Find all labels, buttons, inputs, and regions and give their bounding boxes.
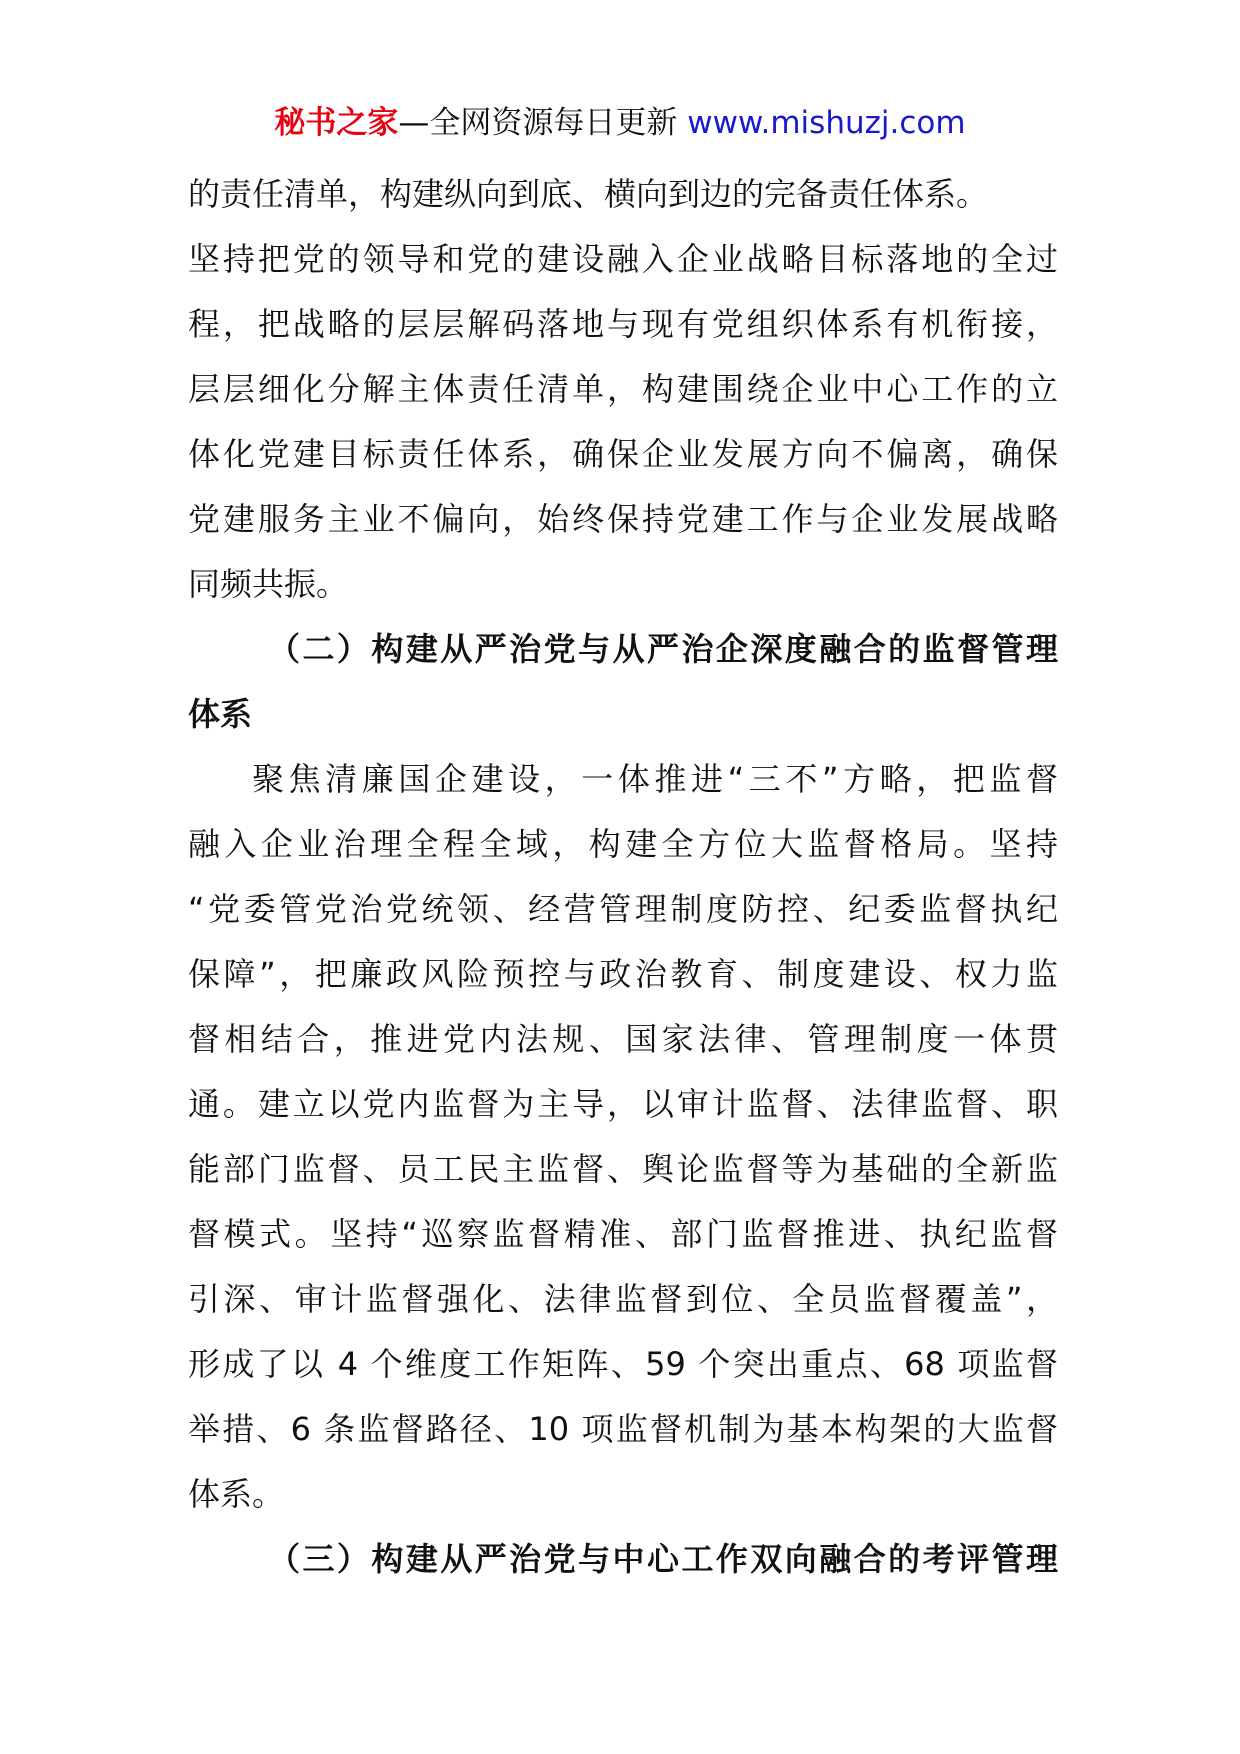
site-tagline: —全网资源每日更新	[398, 105, 678, 141]
paragraph-line: 督模式。坚持“巡察监督精准、部门监督推进、执纪监督	[188, 1215, 1058, 1253]
paragraph-line: 同频共振。	[188, 565, 349, 603]
site-brand: 秘书之家	[274, 105, 399, 141]
paragraph-line: 引深、审计监督强化、法律监督到位、全员监督覆盖”，	[188, 1280, 1058, 1318]
paragraph-line: 的责任清单，构建纵向到底、横向到边的完备责任体系。	[188, 175, 989, 213]
paragraph-line: “党委管党治党统领、经营管理制度防控、纪委监督执纪	[188, 890, 1058, 928]
paragraph-line: 体系。	[188, 1475, 285, 1513]
paragraph-line: 坚持把党的领导和党的建设融入企业战略目标落地的全过	[188, 240, 1058, 278]
paragraph-line: 融入企业治理全程全域，构建全方位大监督格局。坚持	[188, 825, 1058, 863]
section-heading: 体系	[188, 695, 253, 733]
paragraph-line: 通。建立以党内监督为主导，以审计监督、法律监督、职	[188, 1085, 1058, 1123]
watermark-header	[0, 103, 1240, 143]
paragraph-line: 层层细化分解主体责任清单，构建围绕企业中心工作的立	[188, 370, 1058, 408]
paragraph-line: 举措、6 条监督路径、10 项监督机制为基本构架的大监督	[188, 1410, 1058, 1448]
paragraph-line: 能部门监督、员工民主监督、舆论监督等为基础的全新监	[188, 1150, 1058, 1188]
paragraph-line: 党建服务主业不偏向，始终保持党建工作与企业发展战略	[188, 500, 1058, 538]
paragraph-line: 体化党建目标责任体系，确保企业发展方向不偏离，确保	[188, 435, 1058, 473]
section-heading: （二）构建从严治党与从严治企深度融合的监督管理	[268, 630, 1058, 668]
paragraph-line: 形成了以 4 个维度工作矩阵、59 个突出重点、68 项监督	[188, 1345, 1058, 1383]
paragraph-line: 聚焦清廉国企建设，一体推进“三不”方略，把监督	[252, 760, 1058, 798]
paragraph-line: 保障”，把廉政风险预控与政治教育、制度建设、权力监	[188, 955, 1058, 993]
section-heading: （三）构建从严治党与中心工作双向融合的考评管理	[268, 1540, 1058, 1578]
site-url: www.mishuzj.com	[687, 105, 966, 141]
document-body	[188, 162, 1058, 1592]
paragraph-line: 程，把战略的层层解码落地与现有党组织体系有机衔接，	[188, 305, 1058, 343]
paragraph-line: 督相结合，推进党内法规、国家法律、管理制度一体贯	[188, 1020, 1058, 1058]
